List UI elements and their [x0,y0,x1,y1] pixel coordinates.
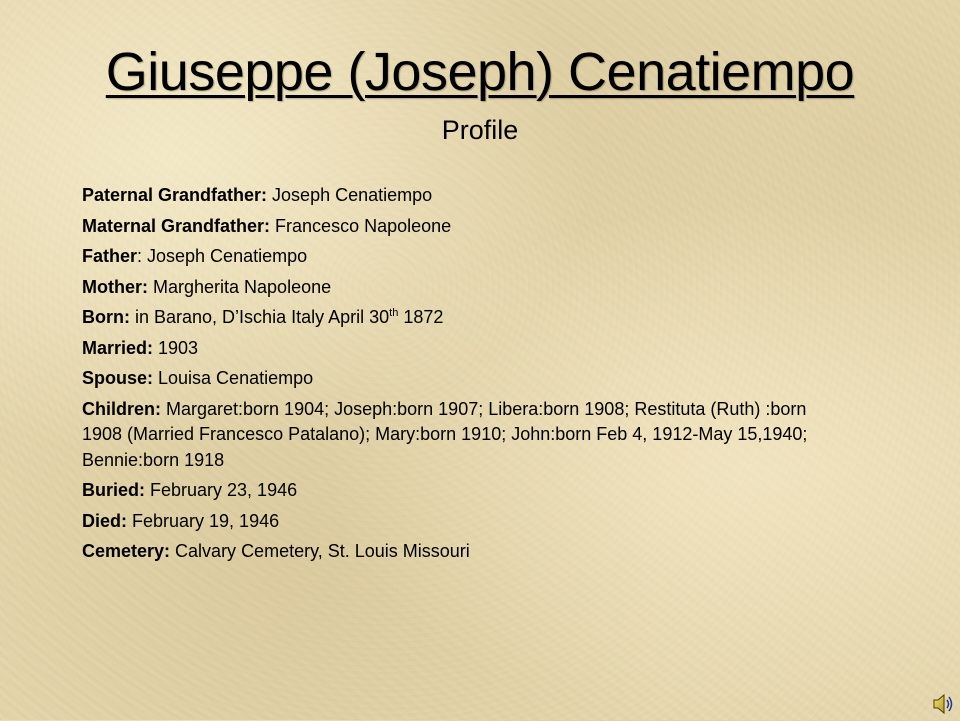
profile-label: Died: [82,510,127,531]
profile-item-spouse [82,366,842,392]
profile-value: Joseph Cenatiempo [267,185,433,205]
profile-label: Buried: [82,480,145,500]
profile-value-year: 1872 [398,307,444,327]
profile-value: in Barano, D’Ischia Italy April 30 [130,307,390,327]
speaker-icon[interactable] [932,692,954,716]
profile-label: Paternal Grandfather: [82,185,268,205]
profile-label: Spouse: [82,368,154,388]
profile-label: Mother: [82,276,148,297]
profile-item-mother [82,275,842,301]
profile-value-superscript: th [389,307,399,319]
profile-label: Maternal Grandfather: [82,215,271,236]
profile-item-children [82,397,842,474]
profile-label: Married: [82,337,154,358]
slide-subtitle: Profile [441,115,519,145]
profile-item-died [82,509,842,535]
profile-item-married [82,336,842,362]
profile-value: 1903 [153,337,199,358]
profile-label: Father [82,246,138,266]
profile-label: Children: [82,398,161,419]
profile-item-cemetery [82,539,842,565]
profile-list [82,183,842,570]
profile-value: Margherita Napoleone [148,276,332,297]
profile-value: : Joseph Cenatiempo [137,246,308,266]
profile-value: Francesco Napoleone [270,215,452,236]
profile-item-maternal-grandfather [82,214,842,240]
profile-value: Calvary Cemetery, St. Louis Missouri [170,541,470,561]
profile-value: February 19, 1946 [127,510,280,531]
profile-label: Cemetery: [82,541,171,561]
profile-value: February 23, 1946 [145,480,298,500]
slide-title-text: Giuseppe (Joseph) Cenatiempo [105,42,855,102]
profile-item-father [82,244,842,270]
profile-value: Margaret:born 1904; Joseph:born 1907; Libera:born 1908; Restituta (Ruth) :born 1908 (Married Francesco Patalano); Mary:born 1910; John:born Feb 4, 1912-May 15,1940; Bennie:born 1918 [82,398,808,470]
profile-item-born [82,305,842,331]
profile-value: Louisa Cenatiempo [153,368,314,388]
profile-label: Born: [82,307,130,327]
profile-item-paternal-grandfather [82,183,842,209]
slide-title [0,40,960,104]
profile-item-buried [82,478,842,504]
